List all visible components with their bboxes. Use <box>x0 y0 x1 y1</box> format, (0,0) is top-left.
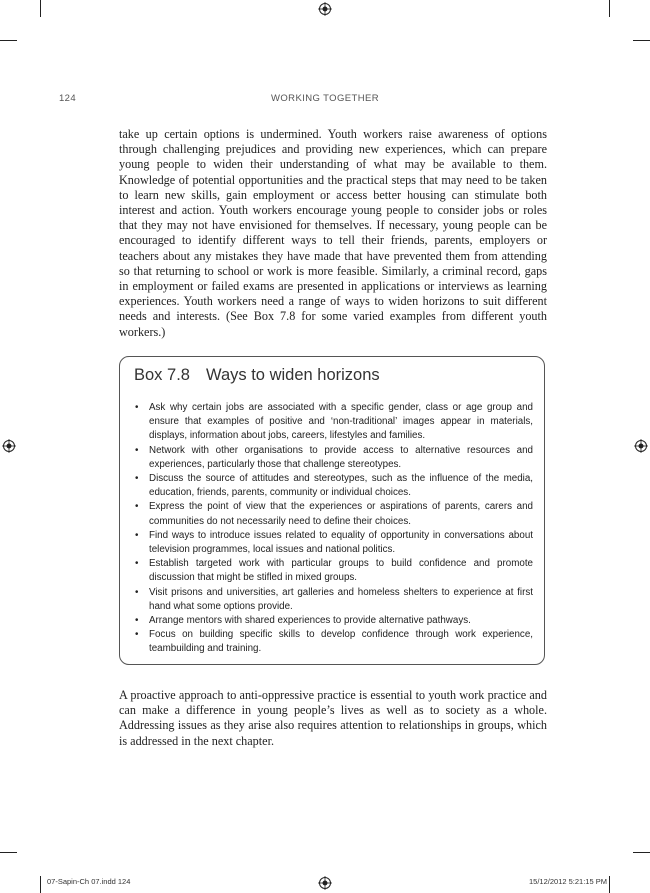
running-head <box>0 93 650 107</box>
list-item <box>134 500 533 528</box>
bullet-icon: • <box>135 558 139 570</box>
list-item-text: Visit prisons and universities, art galleries and homeless shelters to experience at first hand what some options provide. <box>149 586 533 612</box>
bullet-icon: • <box>135 501 139 513</box>
bullet-icon: • <box>135 586 139 598</box>
bullet-icon: • <box>135 529 139 541</box>
registration-mark-icon <box>2 439 16 453</box>
list-item <box>134 586 533 614</box>
bullet-list <box>134 401 533 657</box>
registration-mark-icon <box>318 876 332 890</box>
list-item-text: Establish targeted work with particular groups to build confidence and promote discussion that might be stifled in mixed groups. <box>149 558 533 584</box>
crop-mark <box>40 876 41 893</box>
registration-mark-icon <box>318 2 332 16</box>
list-item <box>134 628 533 656</box>
box-heading <box>134 366 380 385</box>
crop-mark <box>609 0 610 17</box>
page-number: 124 <box>59 93 77 104</box>
crop-mark <box>633 40 650 41</box>
list-item <box>134 614 533 628</box>
crop-mark <box>0 852 17 853</box>
list-item <box>134 472 533 500</box>
list-item-text: Find ways to introduce issues related to equality of opportunity in conversations about television programmes, local issues and national politics. <box>149 529 533 556</box>
footer-file-slug: 07-Sapin-Ch 07.indd 124 <box>47 877 131 886</box>
list-item-text: Focus on building specific skills to develop confidence through work experience, teambuilding and training. <box>149 629 533 655</box>
registration-mark-icon <box>634 439 648 453</box>
bullet-icon: • <box>135 402 139 413</box>
list-item-text: Ask why certain jobs are associated with a specific gender, class or age group and ensure that examples of positive and ‘non-traditional’ images appear in materials, displays, information about jobs, careers, lifestyles and families. <box>149 402 533 442</box>
list-item <box>134 444 533 472</box>
text-box <box>119 356 545 665</box>
crop-mark <box>0 40 17 41</box>
box-number: Box 7.8 <box>134 366 190 384</box>
bullet-icon: • <box>135 444 139 456</box>
crop-mark <box>40 0 41 17</box>
body-paragraph: take up certain options is undermined. Youth workers raise awareness of options through challenging prejudices and providing new experiences, which can prepare young people to widen their understanding of what may be available to them. Knowledge of potential opportunities and the practical steps that may need to be taken to learn new skills, gain employment or access better housing can stimulate both interest and action. Youth workers encourage young people to consider jobs or roles that they may not have envisioned for themselves. If necessary, young people can be encouraged to identify different ways to tell their friends, parents, employers or teachers about any mistakes they have made that have prevented them from attending so that returning to school or work is more feasible. Similarly, a criminal record, gaps in employment or failed exams are presented in applications or interviews as learning experiences. Youth workers need a range of ways to widen horizons to suit different needs and interests. (See Box 7.8 for some varied examples from different youth workers.) <box>119 127 547 339</box>
list-item <box>134 557 533 585</box>
list-item <box>134 401 533 444</box>
box-title: Ways to widen horizons <box>206 366 380 384</box>
list-item-text: Arrange mentors with shared experiences to provide alternative pathways. <box>149 615 471 627</box>
list-item-text: Express the point of view that the experiences or aspirations of parents, carers and communities do not necessarily need to define their choices. <box>149 501 533 527</box>
list-item <box>134 529 533 557</box>
footer-date-slug: 15/12/2012 5:21:15 PM <box>529 877 607 886</box>
body-paragraph: A proactive approach to anti-oppressive practice is essential to youth work practice and can make a difference in young people’s lives as well as to society as a whole. Addressing issues as they arise also requires attention to relationships in groups, which is addressed in the next chapter. <box>119 688 547 748</box>
bullet-icon: • <box>135 615 139 627</box>
bullet-icon: • <box>135 473 139 485</box>
list-item-text: Network with other organisations to provide access to alternative resources and experiences, particularly those that challenge stereotypes. <box>149 444 533 470</box>
running-title: WORKING TOGETHER <box>271 93 379 104</box>
bullet-icon: • <box>135 629 139 641</box>
crop-mark <box>633 852 650 853</box>
list-item-text: Discuss the source of attitudes and stereotypes, such as the influence of the media, education, friends, parents, community or individual choices. <box>149 473 533 499</box>
crop-mark <box>609 876 610 893</box>
